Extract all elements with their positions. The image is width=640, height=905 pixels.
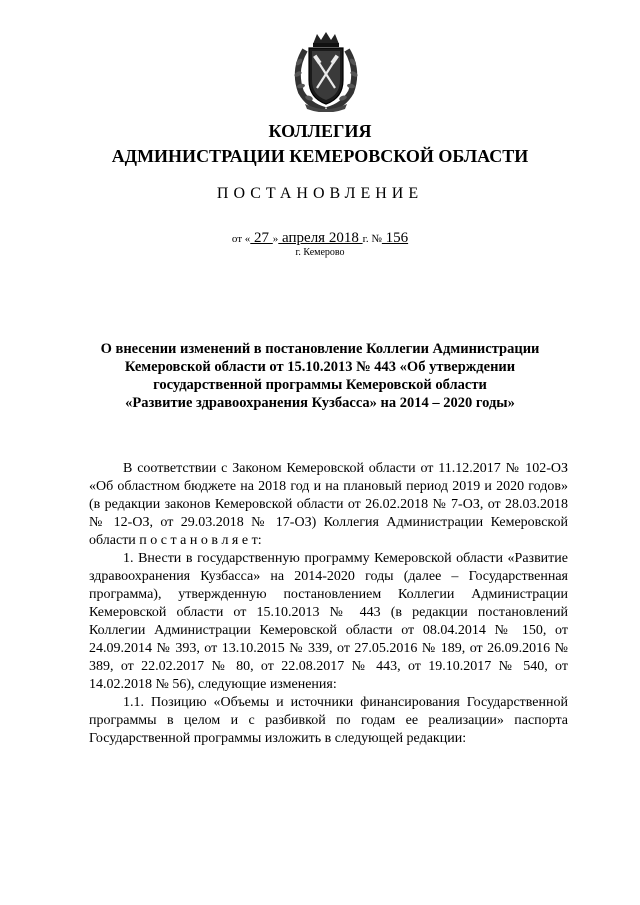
body-paragraph: В соответствии с Законом Кемеровской области от 11.12.2017 № 102-ОЗ «Об областном бюджете на 2018 год и на плановый период 2019 и 2020 годов» (в редакции законов Кемеровской области от 26.02.2018 № 7-ОЗ, от 28.03.2018 № 12-ОЗ, от 29.03.2018 № 17-ОЗ) Коллегия Администрации Кемеровской области п о с т а н о в л я е т: [89,461,568,548]
org-name-line1: КОЛЛЕГИЯ [268,121,372,141]
coat-of-arms-icon [291,30,361,112]
number-prefix: № [371,233,382,245]
document-title [60,340,580,412]
document-city: г. Кемерово [295,247,345,258]
document-number: 156 [381,230,409,246]
title-line: О внесении изменений в постановление Коллегии Администрации [100,341,540,357]
document-date-line [0,230,640,247]
date-sep: » [272,233,279,245]
org-name-line2: АДМИНИСТРАЦИИ КЕМЕРОВСКОЙ ОБЛАСТИ [111,146,529,166]
date-prefix: от « [231,233,251,245]
date-day: 27 [250,230,273,246]
body-paragraph: 1. Внести в государственную программу Кемеровской области «Развитие здравоохранения Кузбасса» на 2014-2020 годы (далее – Государственная программа), утвержденную постановлением Коллегии Администрации Кемеровской области от 15.10.2013 № 443 (в редакции постановлений Коллегии Администрации Кемеровской области от 08.04.2014 № 150, от 24.09.2014 № 393, от 13.10.2015 № 339, от 27.05.2016 № 189, от 26.09.2016 № 389, от 22.02.2017 № 80, от 22.08.2017 № 443, от 19.10.2017 № 540, от 14.02.2018 № 56), следующие изменения: [89,551,568,692]
title-line: Кемеровской области от 15.10.2013 № 443 «Об утверждении [124,359,516,375]
body-paragraph: 1.1. Позицию «Объемы и источники финансирования Государственной программы в целом и с разбивкой по годам ее реализации» паспорта Государственной программы изложить в следующей редакции: [89,695,568,746]
title-line: государственной программы Кемеровской области [153,377,487,393]
title-line: «Развитие здравоохранения Кузбасса» на 2014 – 2020 годы» [125,395,515,411]
date-year-suffix: г. [362,233,369,245]
document-body [89,460,568,748]
date-month-year: апреля 2018 [278,230,363,246]
document-type: ПОСТАНОВЛЕНИЕ [216,185,424,202]
